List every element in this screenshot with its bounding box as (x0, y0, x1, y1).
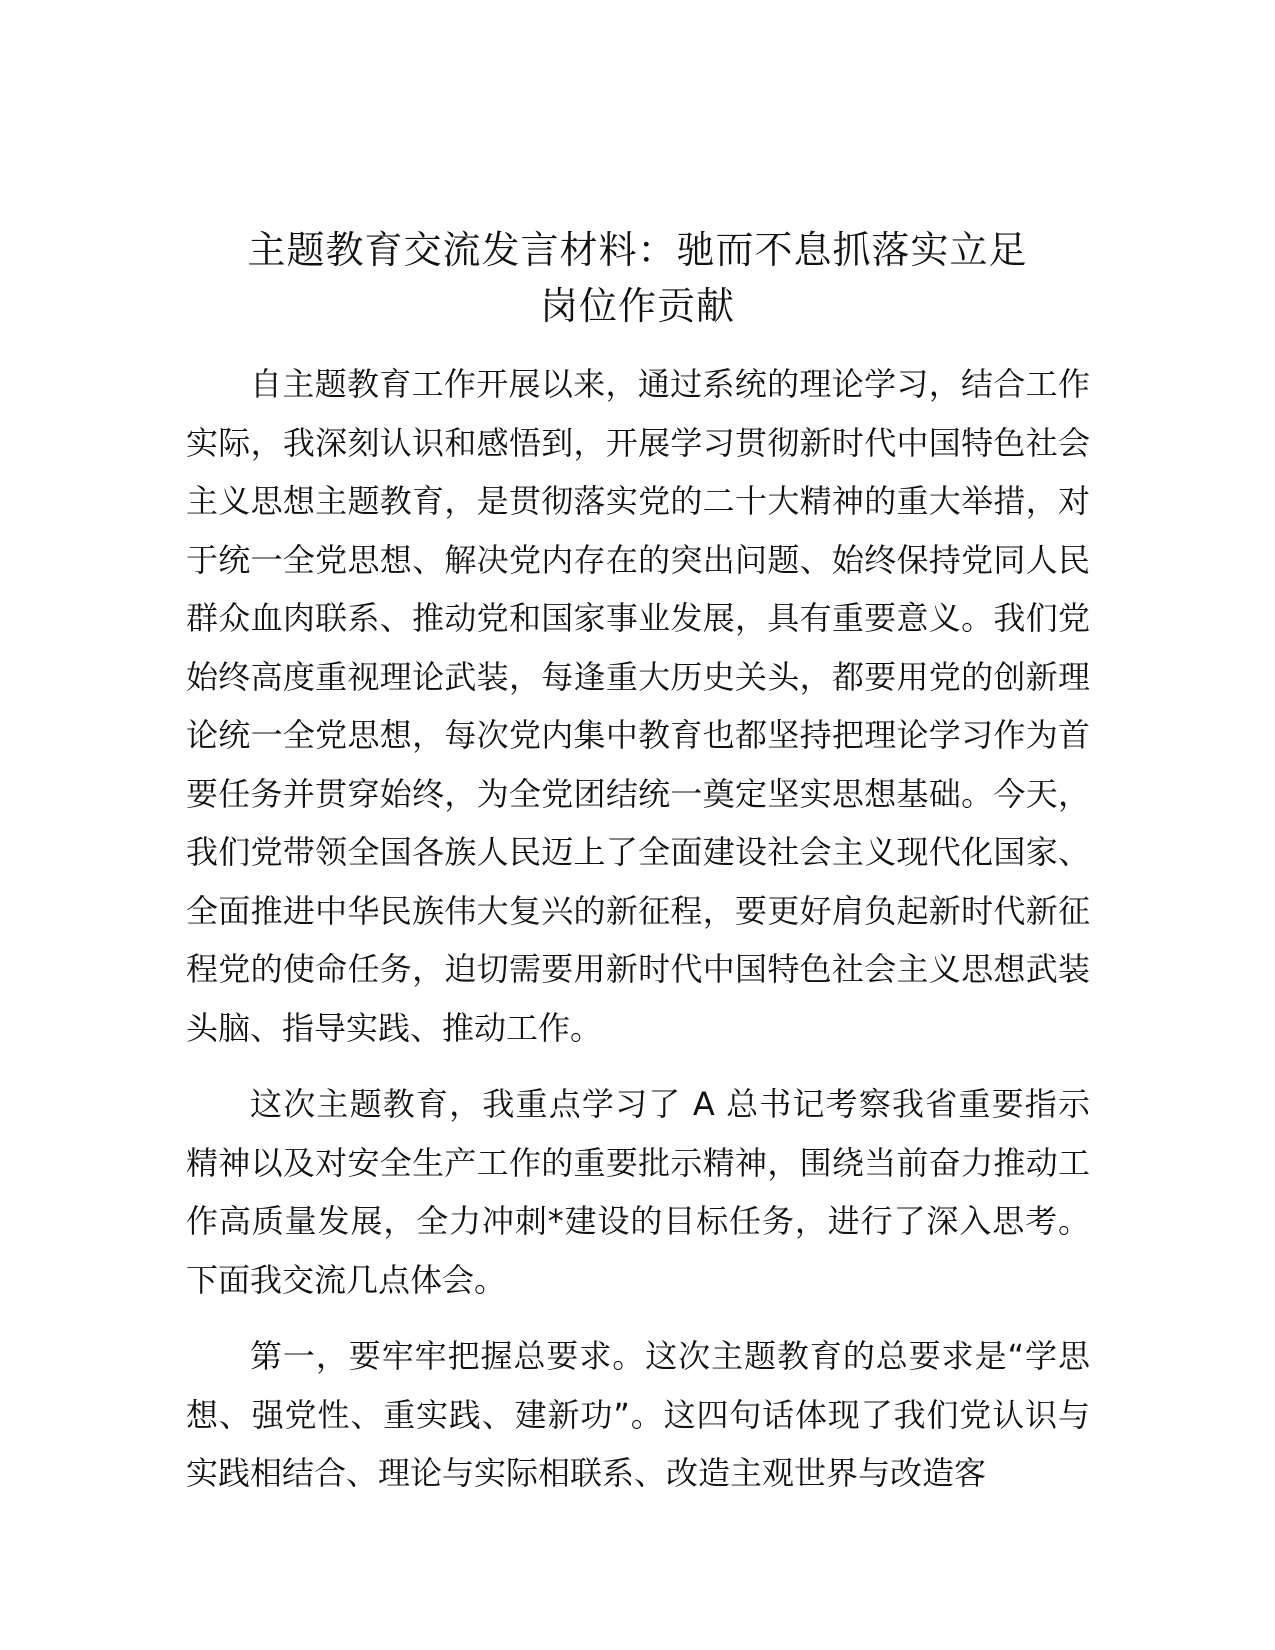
document-title (170, 222, 1105, 334)
title-line-1: 主题教育交流发言材料：驰而不息抓落实立足 (247, 228, 1028, 272)
paragraph-1: 自主题教育工作开展以来，通过系统的理论学习，结合工作实际，我深刻认识和感悟到，开展学习贯彻新时代中国特色社会主义思想主题教育，是贯彻落实党的二十大精神的重大举措，对于统一全党思想、解决党内存在的突出问题、始终保持党同人民群众血肉联系、推动党和国家事业发展，具有重要意义。我们党始终高度重视理论武装，每逢重大历史关头，都要用党的创新理论统一全党思想，每次党内集中教育也都坚持把理论学习作为首要任务并贯穿始终，为全党团结统一奠定坚实思想基础。今天，我们党带领全国各族人民迈上了全面建设社会主义现代化国家、全面推进中华民族伟大复兴的新征程，要更好肩负起新时代新征程党的使命任务，迫切需要用新时代中国特色社会主义思想武装头脑、指导实践、推动工作。 (186, 365, 1090, 1047)
title-line-2: 岗位作贡献 (539, 284, 735, 328)
document-body (186, 355, 1090, 1521)
paragraph-3: 第一，要牢牢把握总要求。这次主题教育的总要求是“学思想、强党性、重实践、建新功”。这四句话体现了我们党认识与实践相结合、理论与实际相联系、改造主观世界与改造客 (186, 1337, 1090, 1492)
paragraph-2: 这次主题教育，我重点学习了 A 总书记考察我省重要指示精神以及对安全生产工作的重要批示精神，围绕当前奋力推动工作高质量发展，全力冲刺*建设的目标任务，进行了深入思考。下面我交流几点体会。 (186, 1085, 1090, 1299)
